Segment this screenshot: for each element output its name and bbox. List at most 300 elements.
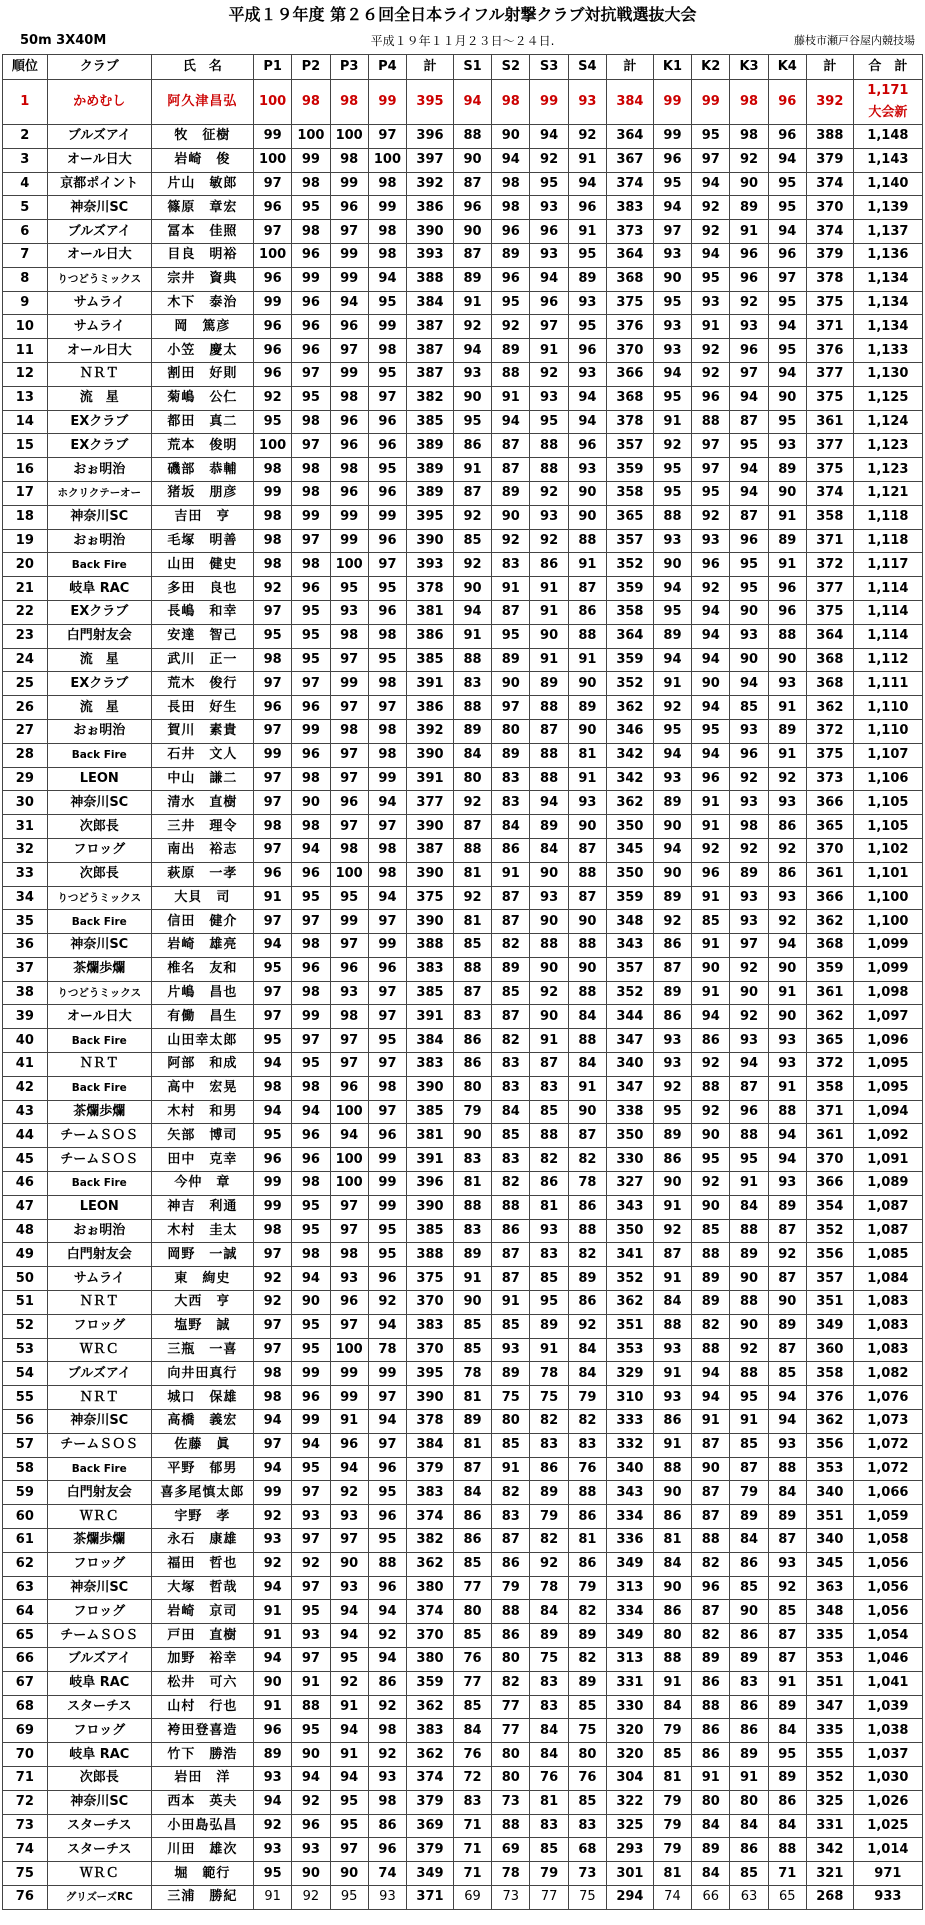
table-row xyxy=(3,1814,923,1838)
score-cell: 95 xyxy=(292,386,330,410)
score-cell: 84 xyxy=(653,1695,691,1719)
score-cell: 95 xyxy=(568,243,606,267)
score-cell: 91 xyxy=(653,1267,691,1291)
subtotal-cell: 371 xyxy=(806,529,853,553)
rank-cell: 61 xyxy=(3,1529,48,1553)
shooter-name-cell: 福田 哲也 xyxy=(151,1552,253,1576)
score-cell: 95 xyxy=(292,1600,330,1624)
score-cell: 93 xyxy=(568,362,606,386)
score-cell: 90 xyxy=(292,1862,330,1886)
score-cell: 92 xyxy=(730,957,768,981)
subtotal-cell: 345 xyxy=(607,838,654,862)
club-cell: LEON xyxy=(47,1195,151,1219)
score-cell: 88 xyxy=(453,696,491,720)
score-cell: 87 xyxy=(768,1648,806,1672)
subtotal-cell: 390 xyxy=(407,1195,454,1219)
score-cell: 87 xyxy=(492,1243,530,1267)
score-cell: 80 xyxy=(653,1624,691,1648)
subtotal-cell: 342 xyxy=(607,743,654,767)
subtotal-cell: 390 xyxy=(407,529,454,553)
score-cell: 93 xyxy=(653,1029,691,1053)
subtotal-cell: 385 xyxy=(407,648,454,672)
rank-cell: 54 xyxy=(3,1362,48,1386)
shooter-name-cell: 山田幸太郎 xyxy=(151,1029,253,1053)
score-cell: 90 xyxy=(568,910,606,934)
score-cell: 89 xyxy=(492,957,530,981)
rank-cell: 46 xyxy=(3,1172,48,1196)
score-cell: 99 xyxy=(368,1172,406,1196)
shooter-name-cell: 山村 行也 xyxy=(151,1695,253,1719)
score-cell: 90 xyxy=(768,648,806,672)
total-cell: 1,058 xyxy=(853,1529,922,1553)
score-cell: 89 xyxy=(730,196,768,220)
table-row xyxy=(3,529,923,553)
club-cell: かめむし xyxy=(47,80,151,125)
score-cell: 97 xyxy=(692,458,730,482)
score-cell: 97 xyxy=(292,529,330,553)
rank-cell: 43 xyxy=(3,1100,48,1124)
column-header: 合 計 xyxy=(853,55,922,80)
table-row xyxy=(3,1719,923,1743)
shooter-name-cell: 割田 好則 xyxy=(151,362,253,386)
club-cell: 次郎長 xyxy=(47,1766,151,1790)
shooter-name-cell: 今仲 章 xyxy=(151,1172,253,1196)
shooter-name-cell: 磯部 恭輔 xyxy=(151,458,253,482)
score-cell: 82 xyxy=(568,1410,606,1434)
score-cell: 90 xyxy=(530,910,568,934)
subtotal-cell: 341 xyxy=(607,1243,654,1267)
subtotal-cell: 383 xyxy=(407,1314,454,1338)
score-cell: 95 xyxy=(368,1243,406,1267)
table-row xyxy=(3,481,923,505)
score-cell: 95 xyxy=(730,577,768,601)
table-row xyxy=(3,815,923,839)
score-cell: 69 xyxy=(492,1838,530,1862)
table-row xyxy=(3,648,923,672)
score-cell: 97 xyxy=(330,743,368,767)
score-cell: 93 xyxy=(653,1053,691,1077)
subtotal-cell: 381 xyxy=(407,600,454,624)
subtotal-cell: 362 xyxy=(407,1552,454,1576)
club-cell: 白門射友会 xyxy=(47,1481,151,1505)
total-cell: 1,134 xyxy=(853,291,922,315)
score-cell: 92 xyxy=(730,767,768,791)
score-cell: 88 xyxy=(568,624,606,648)
score-cell: 96 xyxy=(368,1576,406,1600)
score-cell: 87 xyxy=(453,172,491,196)
total-cell: 1,102 xyxy=(853,838,922,862)
score-cell: 93 xyxy=(292,1505,330,1529)
score-cell: 90 xyxy=(492,505,530,529)
score-cell: 90 xyxy=(653,815,691,839)
score-cell: 86 xyxy=(653,934,691,958)
score-cell: 88 xyxy=(653,1648,691,1672)
score-cell: 99 xyxy=(253,743,291,767)
rank-cell: 23 xyxy=(3,624,48,648)
score-cell: 94 xyxy=(692,624,730,648)
shooter-name-cell: 山田 健史 xyxy=(151,553,253,577)
rank-cell: 3 xyxy=(3,148,48,172)
rank-cell: 13 xyxy=(3,386,48,410)
score-cell: 92 xyxy=(653,910,691,934)
score-cell: 94 xyxy=(768,1386,806,1410)
subtotal-cell: 340 xyxy=(806,1481,853,1505)
page-title: 平成１９年度 第２６回全日本ライフル射撃クラブ対抗戦選抜大会 xyxy=(228,5,697,24)
shooter-name-cell: 長田 好生 xyxy=(151,696,253,720)
score-cell: 91 xyxy=(330,1410,368,1434)
score-cell: 81 xyxy=(568,743,606,767)
score-cell: 93 xyxy=(768,1172,806,1196)
score-cell: 94 xyxy=(568,172,606,196)
score-cell: 91 xyxy=(568,553,606,577)
rank-cell: 68 xyxy=(3,1695,48,1719)
subtotal-cell: 354 xyxy=(806,1195,853,1219)
subtotal-cell: 364 xyxy=(607,243,654,267)
score-cell: 82 xyxy=(492,934,530,958)
score-cell: 92 xyxy=(653,696,691,720)
score-cell: 88 xyxy=(730,1124,768,1148)
score-cell: 84 xyxy=(653,1291,691,1315)
score-cell: 90 xyxy=(453,220,491,244)
subtotal-cell: 352 xyxy=(607,981,654,1005)
subtotal-cell: 268 xyxy=(806,1885,853,1909)
table-row xyxy=(3,1029,923,1053)
club-cell: 岐阜 RAC xyxy=(47,1671,151,1695)
score-cell: 94 xyxy=(653,838,691,862)
rank-cell: 22 xyxy=(3,600,48,624)
club-cell: チームＳＯＳ xyxy=(47,1148,151,1172)
shooter-name-cell: 三井 理令 xyxy=(151,815,253,839)
table-row xyxy=(3,1552,923,1576)
rank-cell: 45 xyxy=(3,1148,48,1172)
subtotal-cell: 372 xyxy=(806,553,853,577)
score-cell: 97 xyxy=(292,434,330,458)
shooter-name-cell: 田中 克幸 xyxy=(151,1148,253,1172)
subtotal-cell: 376 xyxy=(806,339,853,363)
score-cell: 94 xyxy=(768,362,806,386)
score-cell: 98 xyxy=(253,1076,291,1100)
subtotal-cell: 392 xyxy=(407,719,454,743)
rank-cell: 34 xyxy=(3,886,48,910)
score-cell: 89 xyxy=(453,267,491,291)
score-cell: 90 xyxy=(492,125,530,149)
score-cell: 87 xyxy=(453,815,491,839)
score-cell: 96 xyxy=(292,862,330,886)
score-cell: 90 xyxy=(692,957,730,981)
score-cell: 98 xyxy=(330,719,368,743)
subtotal-cell: 357 xyxy=(607,434,654,458)
rank-cell: 52 xyxy=(3,1314,48,1338)
score-cell: 85 xyxy=(568,1695,606,1719)
rank-cell: 31 xyxy=(3,815,48,839)
subtotal-cell: 374 xyxy=(806,172,853,196)
club-cell: おぉ明治 xyxy=(47,529,151,553)
table-row xyxy=(3,1862,923,1886)
subtotal-cell: 361 xyxy=(806,862,853,886)
score-cell: 99 xyxy=(368,196,406,220)
score-cell: 82 xyxy=(492,1481,530,1505)
total-cell: 1,089 xyxy=(853,1172,922,1196)
score-cell: 96 xyxy=(568,434,606,458)
subtotal-cell: 375 xyxy=(607,291,654,315)
shooter-name-cell: 木下 泰治 xyxy=(151,291,253,315)
club-cell: 神奈川SC xyxy=(47,505,151,529)
total-cell: 1,037 xyxy=(853,1743,922,1767)
subtotal-cell: 386 xyxy=(407,696,454,720)
score-cell: 85 xyxy=(453,1624,491,1648)
subtotal-cell: 376 xyxy=(607,315,654,339)
score-cell: 94 xyxy=(368,1410,406,1434)
subtotal-cell: 365 xyxy=(607,505,654,529)
total-cell: 1,046 xyxy=(853,1648,922,1672)
score-cell: 83 xyxy=(530,1433,568,1457)
score-cell: 94 xyxy=(368,1648,406,1672)
score-cell: 96 xyxy=(292,291,330,315)
subtotal-cell: 349 xyxy=(607,1624,654,1648)
score-cell: 75 xyxy=(530,1648,568,1672)
score-cell: 94 xyxy=(692,648,730,672)
club-cell: 流 星 xyxy=(47,386,151,410)
club-cell: ホクリクテーオー xyxy=(47,481,151,505)
score-cell: 95 xyxy=(653,458,691,482)
club-cell: 茶爛歩爛 xyxy=(47,957,151,981)
table-row xyxy=(3,1433,923,1457)
subtotal-cell: 389 xyxy=(407,458,454,482)
subtotal-cell: 351 xyxy=(806,1505,853,1529)
club-cell: ＮＲＴ xyxy=(47,362,151,386)
score-cell: 87 xyxy=(730,1076,768,1100)
score-cell: 73 xyxy=(492,1885,530,1909)
total-cell: 1,076 xyxy=(853,1386,922,1410)
score-cell: 87 xyxy=(530,1053,568,1077)
shooter-name-cell: 安達 智己 xyxy=(151,624,253,648)
score-cell: 95 xyxy=(653,1100,691,1124)
score-cell: 89 xyxy=(492,339,530,363)
score-cell: 85 xyxy=(530,1838,568,1862)
total-cell: 1,026 xyxy=(853,1790,922,1814)
score-cell: 89 xyxy=(768,719,806,743)
table-row xyxy=(3,243,923,267)
score-cell: 89 xyxy=(492,648,530,672)
table-row xyxy=(3,291,923,315)
subtotal-cell: 357 xyxy=(607,957,654,981)
score-cell: 98 xyxy=(292,172,330,196)
score-cell: 98 xyxy=(330,1005,368,1029)
rank-cell: 76 xyxy=(3,1885,48,1909)
score-cell: 94 xyxy=(330,291,368,315)
score-cell: 92 xyxy=(692,577,730,601)
score-cell: 89 xyxy=(692,1291,730,1315)
total-cell: 1,118 xyxy=(853,505,922,529)
rank-cell: 57 xyxy=(3,1433,48,1457)
subtotal-cell: 381 xyxy=(407,1124,454,1148)
score-cell: 90 xyxy=(568,505,606,529)
rank-cell: 71 xyxy=(3,1766,48,1790)
score-cell: 90 xyxy=(568,1100,606,1124)
club-cell: 神奈川SC xyxy=(47,1790,151,1814)
score-cell: 71 xyxy=(453,1862,491,1886)
score-cell: 87 xyxy=(530,719,568,743)
score-cell: 95 xyxy=(368,648,406,672)
score-cell: 97 xyxy=(292,672,330,696)
score-cell: 95 xyxy=(653,600,691,624)
score-cell: 94 xyxy=(768,220,806,244)
total-cell: 1,139 xyxy=(853,196,922,220)
score-cell: 90 xyxy=(568,719,606,743)
score-cell: 86 xyxy=(530,1172,568,1196)
shooter-name-cell: 有働 昌生 xyxy=(151,1005,253,1029)
table-row xyxy=(3,1124,923,1148)
score-cell: 87 xyxy=(568,838,606,862)
score-cell: 90 xyxy=(530,957,568,981)
score-cell: 84 xyxy=(492,1100,530,1124)
score-cell: 90 xyxy=(730,648,768,672)
score-cell: 85 xyxy=(730,696,768,720)
score-cell: 91 xyxy=(253,1885,291,1909)
score-cell: 95 xyxy=(292,648,330,672)
score-cell: 89 xyxy=(492,243,530,267)
score-cell: 92 xyxy=(692,1100,730,1124)
rank-cell: 7 xyxy=(3,243,48,267)
score-cell: 79 xyxy=(653,1838,691,1862)
score-cell: 82 xyxy=(692,1314,730,1338)
total-cell: 1,105 xyxy=(853,791,922,815)
score-cell: 89 xyxy=(568,267,606,291)
club-cell: オール日大 xyxy=(47,148,151,172)
subtotal-cell: 334 xyxy=(607,1505,654,1529)
score-cell: 83 xyxy=(568,1433,606,1457)
subtotal-cell: 360 xyxy=(806,1338,853,1362)
score-cell: 90 xyxy=(653,553,691,577)
score-cell: 83 xyxy=(453,1790,491,1814)
score-cell: 88 xyxy=(653,1314,691,1338)
score-cell: 90 xyxy=(453,1124,491,1148)
score-cell: 99 xyxy=(530,80,568,125)
rank-cell: 37 xyxy=(3,957,48,981)
score-cell: 93 xyxy=(568,291,606,315)
score-cell: 87 xyxy=(453,1457,491,1481)
record-badge: 大会新 xyxy=(868,105,908,120)
subtotal-cell: 348 xyxy=(607,910,654,934)
score-cell: 92 xyxy=(730,1005,768,1029)
score-cell: 96 xyxy=(368,1267,406,1291)
score-cell: 93 xyxy=(530,243,568,267)
score-cell: 88 xyxy=(530,434,568,458)
subtotal-cell: 362 xyxy=(607,791,654,815)
score-cell: 91 xyxy=(653,1671,691,1695)
subtotal-cell: 358 xyxy=(806,1362,853,1386)
score-cell: 97 xyxy=(253,1433,291,1457)
score-cell: 94 xyxy=(368,791,406,815)
score-cell: 94 xyxy=(692,243,730,267)
score-cell: 88 xyxy=(692,1338,730,1362)
score-cell: 91 xyxy=(530,1029,568,1053)
subtotal-cell: 378 xyxy=(806,267,853,291)
column-header: S2 xyxy=(492,55,530,80)
score-cell: 92 xyxy=(530,362,568,386)
score-cell: 71 xyxy=(453,1814,491,1838)
score-cell: 96 xyxy=(692,386,730,410)
subtotal-cell: 366 xyxy=(806,1172,853,1196)
score-cell: 86 xyxy=(768,815,806,839)
score-cell: 94 xyxy=(692,743,730,767)
score-cell: 99 xyxy=(330,362,368,386)
total-cell: 1,107 xyxy=(853,743,922,767)
score-cell: 97 xyxy=(292,1648,330,1672)
score-cell: 96 xyxy=(292,1124,330,1148)
score-cell: 98 xyxy=(292,410,330,434)
score-cell: 94 xyxy=(292,1766,330,1790)
club-cell: ＮＲＴ xyxy=(47,1386,151,1410)
score-cell: 84 xyxy=(453,1481,491,1505)
score-cell: 85 xyxy=(530,1100,568,1124)
score-cell: 95 xyxy=(253,1862,291,1886)
score-cell: 92 xyxy=(730,291,768,315)
subtotal-cell: 375 xyxy=(806,600,853,624)
score-cell: 82 xyxy=(492,1029,530,1053)
score-cell: 95 xyxy=(692,125,730,149)
score-cell: 94 xyxy=(330,1719,368,1743)
score-cell: 98 xyxy=(492,196,530,220)
score-cell: 88 xyxy=(568,981,606,1005)
score-cell: 93 xyxy=(368,1766,406,1790)
subtotal-cell: 356 xyxy=(806,1433,853,1457)
score-cell: 89 xyxy=(692,1648,730,1672)
score-cell: 93 xyxy=(568,80,606,125)
score-cell: 85 xyxy=(530,1267,568,1291)
shooter-name-cell: 猪坂 朋彦 xyxy=(151,481,253,505)
club-cell: フロッグ xyxy=(47,1719,151,1743)
score-cell: 91 xyxy=(730,1172,768,1196)
score-cell: 86 xyxy=(492,1552,530,1576)
score-cell: 86 xyxy=(368,1814,406,1838)
score-cell: 91 xyxy=(568,220,606,244)
score-cell: 95 xyxy=(330,1648,368,1672)
score-cell: 86 xyxy=(653,1410,691,1434)
score-cell: 94 xyxy=(653,196,691,220)
score-cell: 84 xyxy=(453,743,491,767)
total-cell: 1,123 xyxy=(853,458,922,482)
club-cell: 岐阜 RAC xyxy=(47,577,151,601)
score-cell: 92 xyxy=(768,767,806,791)
score-cell: 92 xyxy=(730,838,768,862)
score-cell: 98 xyxy=(730,815,768,839)
shooter-name-cell: 目良 明裕 xyxy=(151,243,253,267)
subtotal-cell: 342 xyxy=(806,1838,853,1862)
rank-cell: 63 xyxy=(3,1576,48,1600)
score-cell: 93 xyxy=(253,1529,291,1553)
score-cell: 95 xyxy=(692,481,730,505)
rank-cell: 72 xyxy=(3,1790,48,1814)
score-cell: 95 xyxy=(253,624,291,648)
score-cell: 94 xyxy=(253,1100,291,1124)
score-cell: 90 xyxy=(730,600,768,624)
subtotal-cell: 373 xyxy=(607,220,654,244)
score-cell: 81 xyxy=(453,910,491,934)
score-cell: 87 xyxy=(492,434,530,458)
shooter-name-cell: 片嶋 昌也 xyxy=(151,981,253,1005)
score-cell: 83 xyxy=(492,553,530,577)
score-cell: 96 xyxy=(292,243,330,267)
club-cell: フロッグ xyxy=(47,838,151,862)
total-cell: 1,095 xyxy=(853,1053,922,1077)
shooter-name-cell: 永石 康雄 xyxy=(151,1529,253,1553)
score-cell: 92 xyxy=(530,1552,568,1576)
score-cell: 91 xyxy=(330,1743,368,1767)
score-cell: 91 xyxy=(768,1076,806,1100)
score-cell: 92 xyxy=(530,481,568,505)
score-cell: 94 xyxy=(730,1053,768,1077)
